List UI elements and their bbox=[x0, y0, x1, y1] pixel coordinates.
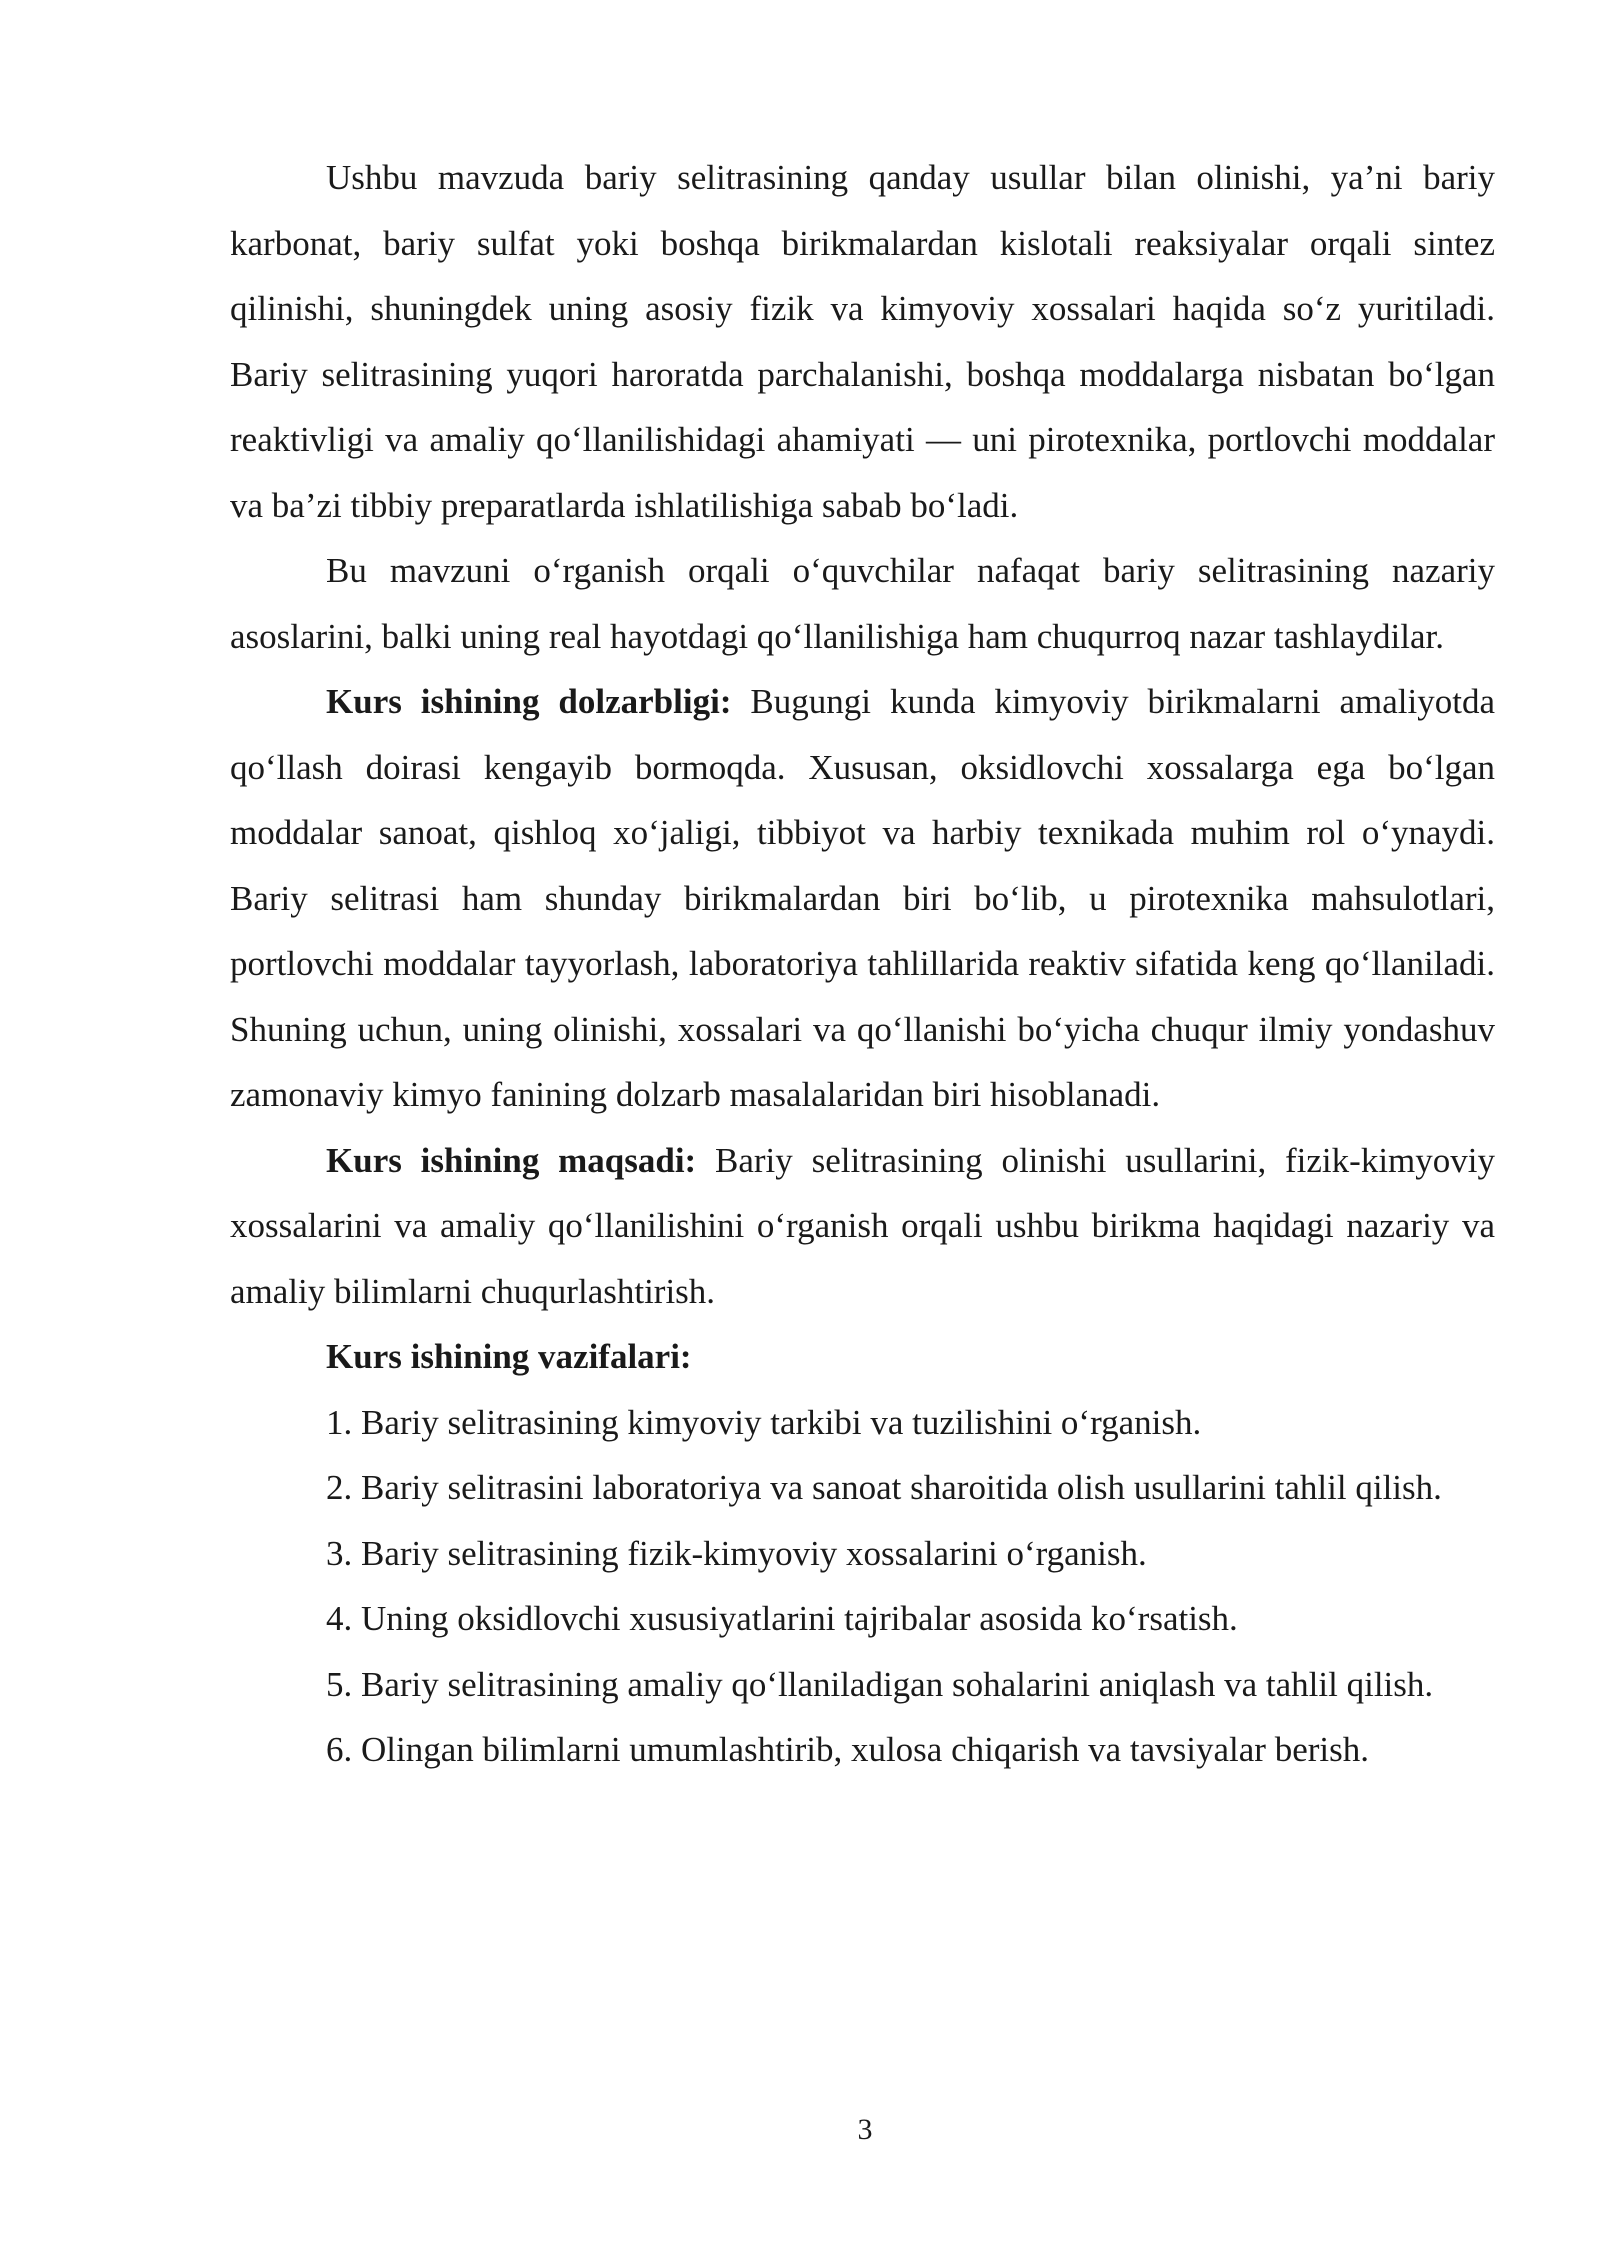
study-paragraph: Bu mavzuni o‘rganish orqali o‘quvchilar nafaqat bariy selitrasining nazariy asoslarini, balki uning real hayotdagi qo‘llanilishiga ham chuqurroq nazar tashlaydilar. bbox=[230, 551, 1495, 656]
tasks-heading-paragraph bbox=[230, 1324, 1495, 1390]
document-page bbox=[230, 145, 1495, 1783]
relevance-text: Bugungi kunda kimyoviy birikmalarni amaliyotda qo‘llash doirasi kengayib bormoqda. Xususan, oksidlovchi xossalarga ega bo‘lgan moddalar sanoat, qishloq xo‘jaligi, tibbiyot va harbiy texnikada muhim rol o‘ynaydi. Bariy selitrasi ham shunday birikmalardan biri bo‘lib, u pirotexnika mahsulotlari, portlovchi moddalar tayyorlash, laboratoriya tahlillarida reaktiv sifatida keng qo‘llaniladi. Shuning uchun, uning olinishi, xossalari va qo‘llanishi bo‘yicha chuqur ilmiy yondashuv zamonaviy kimyo fanining dolzarb masalalaridan biri hisoblanadi. bbox=[230, 682, 1495, 1114]
goal-heading: Kurs ishining maqsadi: bbox=[326, 1140, 697, 1180]
task-item: 6. Olingan bilimlarni umumlashtirib, xulosa chiqarish va tavsiyalar berish. bbox=[326, 1730, 1369, 1769]
goal-text: Bariy selitrasining olinishi usullarini, fizik-kimyoviy xossalarini va amaliy qo‘llanilishini o‘rganish orqali ushbu birikma haqidagi nazariy va amaliy bilimlarni chuqurlashtirish. bbox=[230, 1140, 1495, 1311]
task-item: 3. Bariy selitrasining fizik-kimyoviy xossalarini o‘rganish. bbox=[326, 1533, 1147, 1573]
intro-paragraph: Ushbu mavzuda bariy selitrasining qanday usullar bilan olinishi, ya’ni bariy karbonat, bariy sulfat yoki boshqa birikmalardan kislotali reaksiyalar orqali sintez qilinishi, shuningdek uning asosiy fizik va kimyoviy xossalari haqida so‘z yuritiladi. Bariy selitrasining yuqori haroratda parchalanishi, boshqa moddalarga nisbatan bo‘lgan reaktivligi va amaliy qo‘llanilishidagi ahamiyati — uni pirotexnika, portlovchi moddalar va ba’zi tibbiy preparatlarda ishlatilishiga sabab bo‘ladi. bbox=[230, 158, 1495, 525]
task-item: 1. Bariy selitrasining kimyoviy tarkibi va tuzilishini o‘rganish. bbox=[326, 1402, 1202, 1442]
relevance-paragraph bbox=[230, 669, 1495, 1128]
goal-paragraph bbox=[230, 1128, 1495, 1325]
relevance-heading: Kurs ishining dolzarbligi: bbox=[326, 682, 732, 721]
task-item: 4. Uning oksidlovchi xususiyatlarini tajribalar asosida ko‘rsatish. bbox=[326, 1599, 1238, 1638]
page-number: 3 bbox=[857, 2113, 873, 2146]
tasks-heading: Kurs ishining vazifalari: bbox=[326, 1337, 692, 1376]
task-item: 2. Bariy selitrasini laboratoriya va sanoat sharoitida olish usullarini tahlil qilish. bbox=[326, 1468, 1442, 1507]
task-item: 5. Bariy selitrasining amaliy qo‘llaniladigan sohalarini aniqlash va tahlil qilish. bbox=[326, 1664, 1434, 1704]
